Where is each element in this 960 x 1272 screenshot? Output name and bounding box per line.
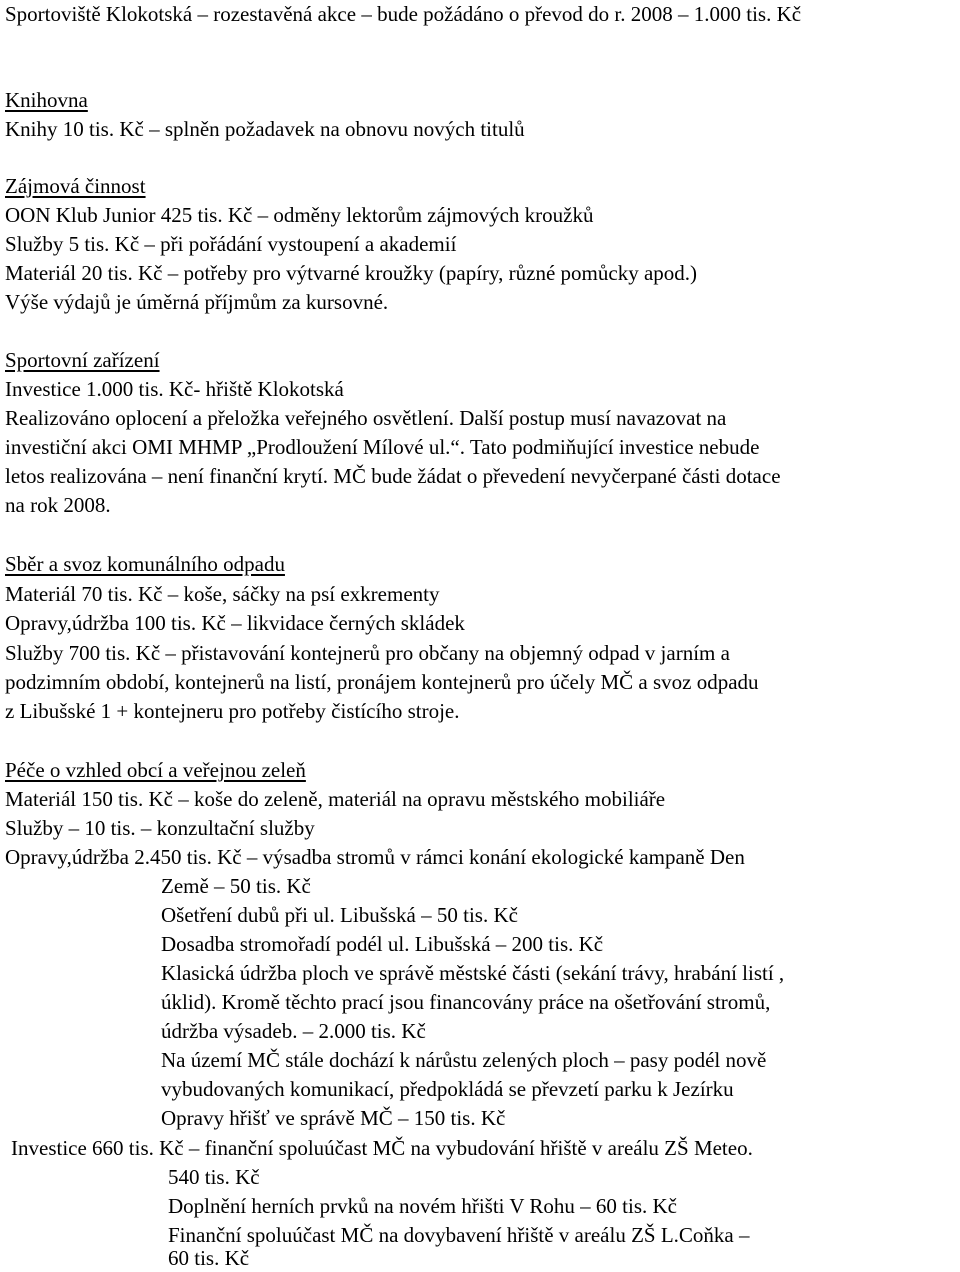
section-heading-sportovni-zarizeni: Sportovní zařízení <box>5 348 160 372</box>
text-line: Na území MČ stále dochází k nárůstu zelených ploch – pasy podél nově <box>161 1048 767 1072</box>
text-line: Investice 1.000 tis. Kč- hřiště Klokotská <box>5 377 344 401</box>
text-line: Služby – 10 tis. – konzultační služby <box>5 816 315 840</box>
text-line: Investice 660 tis. Kč – finanční spoluúčast MČ na vybudování hřiště v areálu ZŠ Meteo. <box>11 1136 753 1160</box>
text-line: na rok 2008. <box>5 493 111 517</box>
text-line: letos realizována – není finanční krytí. MČ bude žádat o převedení nevyčerpané části dotace <box>5 464 781 488</box>
text-line: Opravy hřišť ve správě MČ – 150 tis. Kč <box>161 1106 506 1130</box>
text-line: Služby 700 tis. Kč – přistavování kontejnerů pro občany na objemný odpad v jarním a <box>5 641 730 665</box>
text-line: vybudovaných komunikací, předpokládá se převzetí parku k Jezírku <box>161 1077 734 1101</box>
text-line: Opravy,údržba 100 tis. Kč – likvidace černých skládek <box>5 611 465 635</box>
text-line: z Libušské 1 + kontejneru pro potřeby čistícího stroje. <box>5 699 460 723</box>
text-line: Materiál 150 tis. Kč – koše do zeleně, materiál na opravu městského mobiliáře <box>5 787 666 811</box>
text-line: Materiál 70 tis. Kč – koše, sáčky na psí exkrementy <box>5 582 440 606</box>
text-line: úklid). Kromě těchto prací jsou financovány práce na ošetřování stromů, <box>161 990 771 1014</box>
text-line: OON Klub Junior 425 tis. Kč – odměny lektorům zájmových kroužků <box>5 203 594 227</box>
text-line: Sportoviště Klokotská – rozestavěná akce – bude požádáno o převod do r. 2008 – 1.000 tis. Kč <box>5 2 802 26</box>
text-line: Klasická údržba ploch ve správě městské části (sekání trávy, hrabání listí , <box>161 961 785 985</box>
text-line: Knihy 10 tis. Kč – splněn požadavek na obnovu nových titulů <box>5 117 525 141</box>
text-line: Realizováno oplocení a přeložka veřejného osvětlení. Další postup musí navazovat na <box>5 406 727 430</box>
text-line: Materiál 20 tis. Kč – potřeby pro výtvarné kroužky (papíry, různé pomůcky apod.) <box>5 261 698 285</box>
text-line: Země – 50 tis. Kč <box>161 874 311 898</box>
text-line: podzimním období, kontejnerů na listí, pronájem kontejnerů pro účely MČ a svoz odpadu <box>5 670 759 694</box>
text-line: Výše výdajů je úměrná příjmům za kursovné. <box>5 290 389 314</box>
section-heading-pece-o-vzhled: Péče o vzhled obcí a veřejnou zeleň <box>5 758 306 782</box>
text-line: Dosadba stromořadí podél ul. Libušská – 200 tis. Kč <box>161 932 604 956</box>
text-line: Ošetření dubů při ul. Libušská – 50 tis. Kč <box>161 903 518 927</box>
section-heading-knihovna: Knihovna <box>5 88 88 112</box>
text-line: Služby 5 tis. Kč – při pořádání vystoupení a akademií <box>5 232 457 256</box>
text-line: údržba výsadeb. – 2.000 tis. Kč <box>161 1019 426 1043</box>
section-heading-sber-a-svoz: Sběr a svoz komunálního odpadu <box>5 552 285 576</box>
text-line: Opravy,údržba 2.450 tis. Kč – výsadba stromů v rámci konání ekologické kampaně Den <box>5 845 745 869</box>
text-line: 60 tis. Kč <box>168 1246 250 1270</box>
text-line: 540 tis. Kč <box>168 1165 260 1189</box>
section-heading-zajmova-cinnost: Zájmová činnost <box>5 174 146 198</box>
text-line: Doplnění herních prvků na novém hřišti V Rohu – 60 tis. Kč <box>168 1194 678 1218</box>
text-line: Finanční spoluúčast MČ na dovybavení hřiště v areálu ZŠ L.Coňka – <box>168 1223 750 1247</box>
text-line: investiční akci OMI MHMP „Prodloužení Mílové ul.“. Tato podmiňující investice nebude <box>5 435 760 459</box>
